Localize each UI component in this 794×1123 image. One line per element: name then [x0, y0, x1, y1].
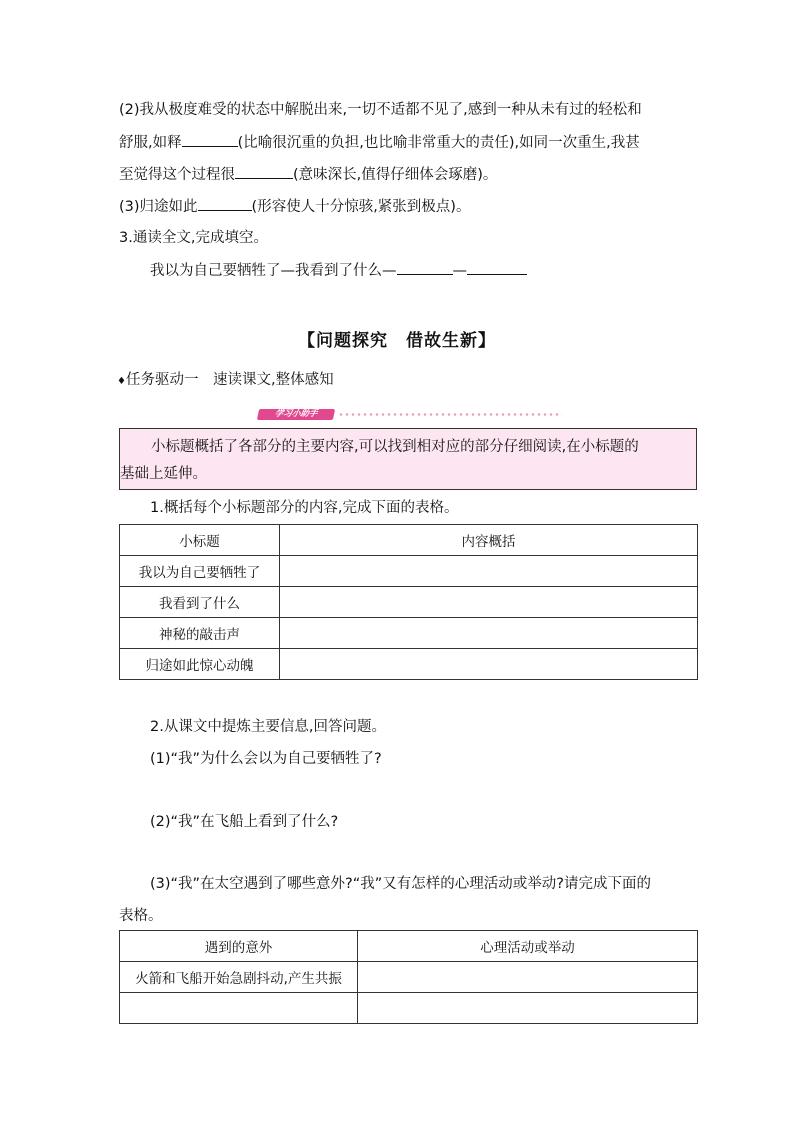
task3-chain	[150, 260, 527, 281]
sub-question-1: (1)“我”为什么会以为自己要牺牲了?	[150, 751, 382, 767]
row-subtitle: 我以为自己要牺牲了	[120, 556, 280, 587]
header-summary: 内容概括	[280, 525, 698, 556]
summary-table	[119, 524, 698, 680]
task3-chain-a: 我以为自己要牺牲了—我看到了什么—	[150, 263, 397, 279]
q3-line-a: (3)归途如此	[119, 199, 198, 215]
row-subtitle: 归途如此惊心动魄	[120, 649, 280, 680]
blank-4[interactable]	[397, 260, 453, 275]
accident-cell: 火箭和飞船开始急剧抖动,产生共振	[120, 962, 358, 993]
reaction-cell[interactable]	[358, 993, 698, 1024]
header-subtitle: 小标题	[120, 525, 280, 556]
task-drive-text: 任务驱动一 速读课文,整体感知	[125, 372, 334, 388]
table-row	[120, 649, 698, 680]
sub-question-2: (2)“我”在飞船上看到了什么?	[150, 814, 339, 830]
q3-line	[119, 196, 470, 217]
helper-line1: 小标题概括了各部分的主要内容,可以找到相对应的部分仔细阅读,在小标题的	[151, 439, 639, 455]
q2-line3-a: 至觉得这个过程很	[119, 167, 235, 183]
item2-label: 2.从课文中提炼主要信息,回答问题。	[150, 719, 386, 735]
table-row	[120, 556, 698, 587]
blank-1[interactable]	[182, 132, 238, 147]
q2-line1: (2)我从极度难受的状态中解脱出来,一切不适都不见了,感到一种从未有过的轻松和	[119, 102, 642, 118]
row-subtitle: 神秘的敲击声	[120, 618, 280, 649]
blank-3[interactable]	[198, 196, 252, 211]
summary-cell[interactable]	[280, 587, 698, 618]
table-row	[120, 993, 698, 1024]
q3-line-b: (形容使人十分惊骇,紧张到极点)。	[251, 199, 471, 215]
sub-question-3-line1: (3)“我”在太空遇到了哪些意外?“我”又有怎样的心理活动或举动?请完成下面的	[150, 876, 651, 892]
item1-label: 1.概括每个小标题部分的内容,完成下面的表格。	[150, 500, 459, 516]
sub-question-3-line2: 表格。	[119, 908, 163, 924]
summary-cell[interactable]	[280, 556, 698, 587]
accident-cell[interactable]	[120, 993, 358, 1024]
dotted-divider	[338, 412, 562, 417]
header-accident: 遇到的意外	[120, 931, 358, 962]
q2-line2	[119, 132, 640, 153]
helper-tip-box	[119, 428, 697, 490]
reaction-cell[interactable]	[358, 962, 698, 993]
summary-cell[interactable]	[280, 649, 698, 680]
table-header-row	[120, 931, 698, 962]
section-title: 【问题探究 借故生新】	[298, 331, 496, 351]
accident-table	[119, 930, 698, 1024]
blank-2[interactable]	[235, 164, 293, 179]
table-row	[120, 587, 698, 618]
table-row	[120, 618, 698, 649]
q2-line3	[119, 164, 497, 185]
header-reaction: 心理活动或举动	[358, 931, 698, 962]
diamond-bullet-icon: ♦	[117, 376, 126, 387]
helper-line2: 基础上延伸。	[120, 466, 207, 482]
helper-tag: 学习小助手	[257, 409, 335, 420]
blank-5[interactable]	[467, 260, 527, 275]
task-drive	[117, 370, 334, 392]
summary-cell[interactable]	[280, 618, 698, 649]
task3-chain-sep: —	[452, 263, 467, 279]
q2-line2-b: (比喻很沉重的负担,也比喻非常重大的责任),如同一次重生,我甚	[237, 135, 640, 151]
table-row	[120, 962, 698, 993]
row-subtitle: 我看到了什么	[120, 587, 280, 618]
task3-label: 3.通读全文,完成填空。	[119, 230, 268, 246]
table-header-row	[120, 525, 698, 556]
q2-line3-b: (意味深长,值得仔细体会琢磨)。	[293, 167, 498, 183]
helper-banner	[258, 409, 562, 420]
q2-line2-a: 舒服,如释	[119, 135, 182, 151]
